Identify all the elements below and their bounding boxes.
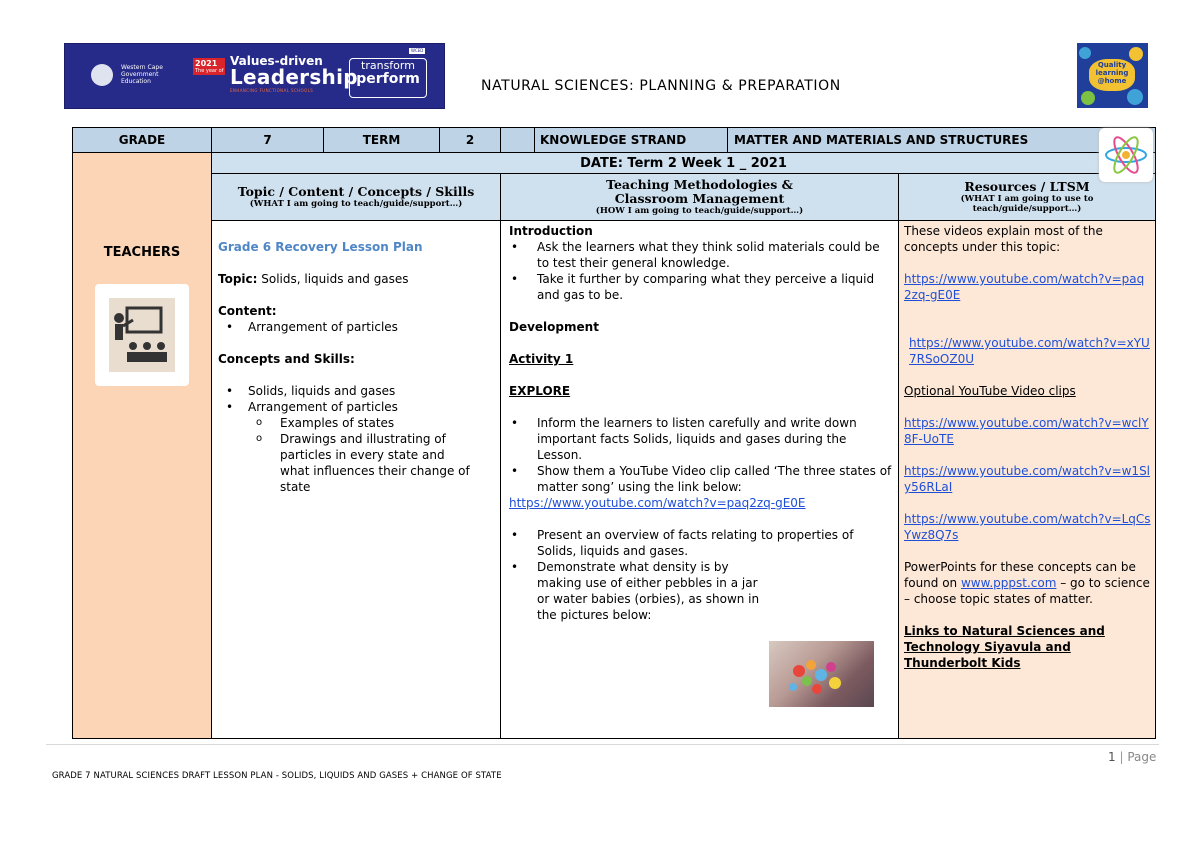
teachers-label: TEACHERS <box>103 245 181 260</box>
resource-link[interactable]: https://www.youtube.com/watch?v=LqCsYwz8Q7s <box>904 512 1151 542</box>
coat-of-arms-icon <box>91 64 113 86</box>
teacher-presentation-icon <box>95 284 189 386</box>
col2-title-line2: Classroom Management <box>614 191 785 206</box>
resource-link[interactable]: https://www.youtube.com/watch?v=paq2zq-gE0E <box>904 272 1145 302</box>
density-item: • Demonstrate what density is by making use of either pebbles in a jar or water babies (orbies), as shown in the pictures below: <box>509 559 767 623</box>
resource-link[interactable]: https://www.youtube.com/watch?v=w1Sly56RLaI <box>904 464 1151 494</box>
concept-item: • Arrangement of particles <box>218 399 494 415</box>
wced-label: WCED <box>411 48 424 53</box>
teachers-cell <box>73 153 212 739</box>
quality-logo-text: Quality learning @home <box>1089 59 1135 91</box>
transform-perform-logo: transform perform <box>349 58 427 98</box>
powerpoint-note <box>904 559 1151 607</box>
resources-intro: These videos explain most of the concepts under this topic: <box>904 224 1103 254</box>
col2-subtitle: (HOW I am going to teach/guide/support…) <box>595 206 804 216</box>
grade-label: GRADE <box>73 128 212 153</box>
siyavula-links-label: Links to Natural Sciences and Technology Siyavula and Thunderbolt Kids <box>904 624 1105 670</box>
column-header-topic <box>212 174 501 221</box>
col3-subtitle-line1: (WHAT I am going to use to <box>960 194 1094 204</box>
page-number: 1 | Page <box>1108 750 1157 764</box>
blank-cell <box>501 128 535 153</box>
concepts-label: Concepts and Skills: <box>218 352 355 366</box>
orbies-photo <box>769 641 874 707</box>
quality-learning-home-logo <box>1077 43 1148 108</box>
concept-item: • Solids, liquids and gases <box>218 383 494 399</box>
topic-content-cell <box>212 221 501 739</box>
topic-value: Solids, liquids and gases <box>257 272 409 286</box>
page-title: NATURAL SCIENCES: PLANNING & PREPARATION <box>481 78 841 94</box>
col3-title: Resources / LTSM <box>964 179 1090 194</box>
knowledge-strand-value: MATTER AND MATERIALS AND STRUCTURES <box>728 128 1156 153</box>
video-link[interactable]: https://www.youtube.com/watch?v=paq2zq-gE0E <box>509 496 806 510</box>
content-label: Content: <box>218 304 277 318</box>
concept-sub-item: o Examples of states <box>218 415 494 431</box>
col1-subtitle: (WHAT I am going to teach/guide/support…) <box>249 199 463 209</box>
banner-tagline: ENHANCING FUNCTIONAL SCHOOLS <box>230 88 314 93</box>
activity-label: Activity 1 <box>509 352 574 366</box>
ppt-text: PowerPoints for these concepts can be found on <box>904 560 1136 590</box>
year-badge: 2021 The year of <box>195 59 224 74</box>
atom-icon <box>1099 128 1153 182</box>
term-label: TERM <box>324 128 440 153</box>
overview-item: • Present an overview of facts relating to properties of Solids, liquids and gases. <box>509 527 893 559</box>
page-label: Page <box>1127 750 1157 764</box>
plan-title: Grade 6 Recovery Lesson Plan <box>218 240 423 254</box>
banner-line2: Leadership <box>230 65 358 89</box>
ppt-text: – go to science – choose topic states of matter. <box>904 576 1150 606</box>
concept-sub-item: o Drawings and illustrating of particles in every state and what influences their change of state <box>218 431 470 495</box>
pppst-link[interactable]: www.pppst.com <box>960 576 1057 590</box>
footer-divider <box>46 744 1159 745</box>
explore-item: • Show them a YouTube Video clip called ‘The three states of matter song’ using the link below: <box>509 463 893 495</box>
optional-clips-label: Optional YouTube Video clips <box>904 384 1076 398</box>
introduction-label: Introduction <box>509 224 593 238</box>
banner-line1: Values-driven <box>230 54 323 68</box>
topic-line <box>218 271 494 287</box>
topic-label: Topic: <box>218 272 258 286</box>
western-cape-government-label: Western Cape Government Education <box>121 64 163 85</box>
resource-link[interactable]: https://www.youtube.com/watch?v=xYU7RSoOZ0U <box>909 336 1150 366</box>
explore-label: EXPLORE <box>509 384 571 398</box>
knowledge-strand-label: KNOWLEDGE STRAND <box>535 128 728 153</box>
resource-link[interactable]: https://www.youtube.com/watch?v=wclY8F-UoTE <box>904 416 1149 446</box>
content-item: • Arrangement of particles <box>218 319 494 335</box>
explore-item: • Inform the learners to listen carefully and write down important facts Solids, liquids and gases during the Lesson. <box>509 415 893 463</box>
values-driven-leadership-banner <box>64 43 445 109</box>
lesson-plan-table <box>72 127 1156 739</box>
term-value: 2 <box>440 128 501 153</box>
col3-subtitle-line2: teach/guide/support…) <box>972 204 1082 214</box>
document-footer: GRADE 7 NATURAL SCIENCES DRAFT LESSON PLAN - SOLIDS, LIQUIDS AND GASES + CHANGE OF STATE <box>52 771 502 781</box>
grade-value: 7 <box>212 128 324 153</box>
column-header-methodology <box>501 174 899 221</box>
resources-cell <box>899 221 1156 739</box>
page-number-value: 1 <box>1108 750 1116 764</box>
intro-item: • Ask the learners what they think solid materials could be to test their general knowledge. <box>509 239 893 271</box>
development-label: Development <box>509 320 599 334</box>
col1-title: Topic / Content / Concepts / Skills <box>237 184 475 199</box>
col2-title-line1: Teaching Methodologies & <box>606 177 793 192</box>
date-row: DATE: Term 2 Week 1 _ 2021 <box>212 153 1156 174</box>
intro-item: • Take it further by comparing what they perceive a liquid and gas to be. <box>509 271 893 303</box>
